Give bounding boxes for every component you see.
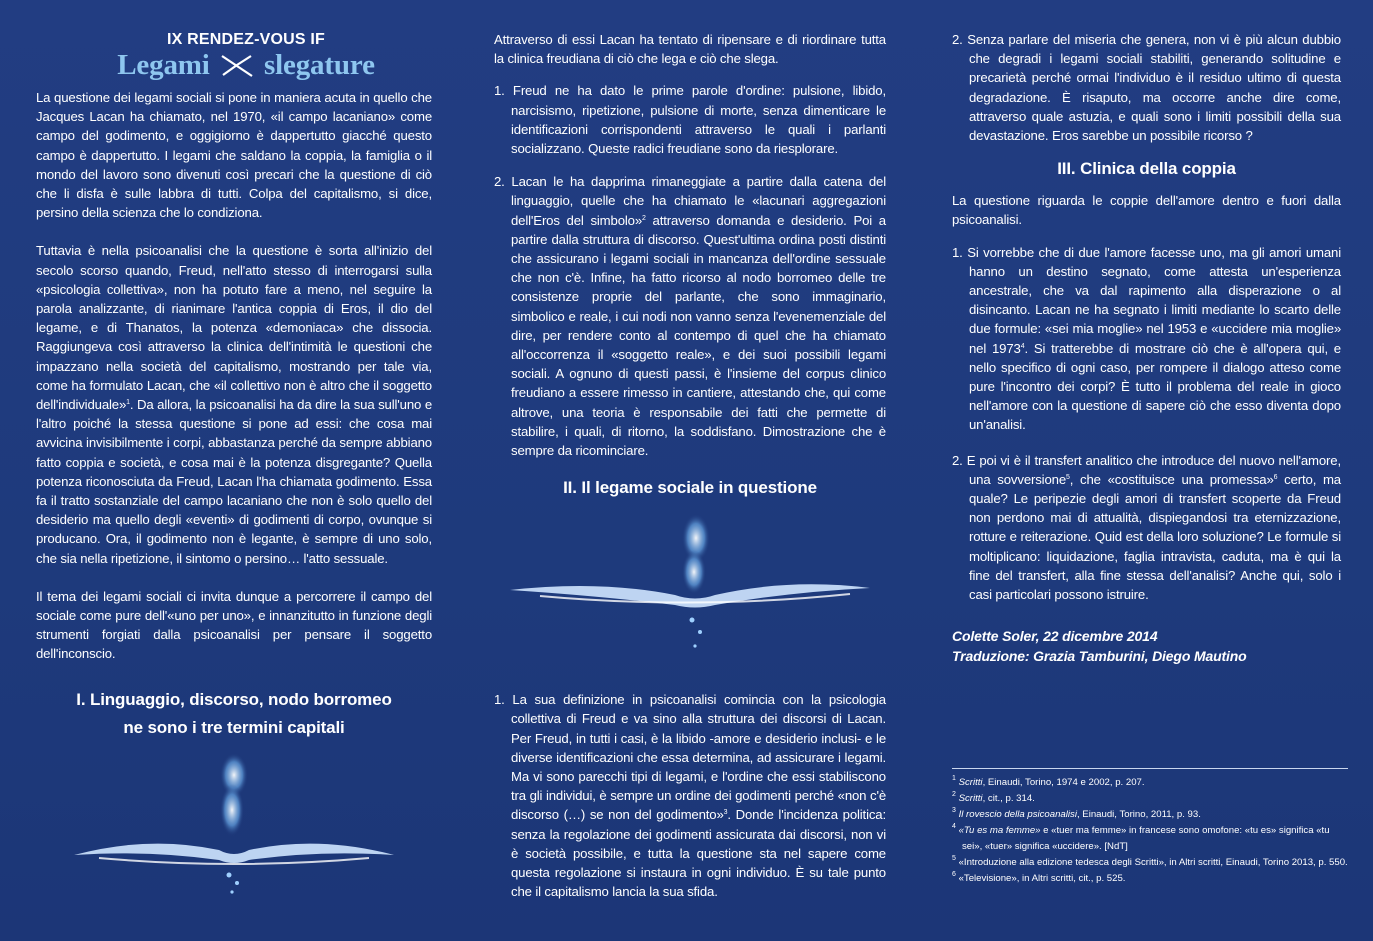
footnote-title: «Tu es ma femme»: [958, 825, 1041, 836]
footnote-ref-1: 1: [126, 399, 130, 407]
paragraph-freud: [36, 241, 432, 567]
footnote-ref-2: 2: [642, 214, 646, 222]
paragraph-freud-a: Tuttavia è nella psicoanalisi che la questione è sorta all'inizio del secolo scorso quando, Freud, nell'atto stesso di interrogarsi sulla «psicologia collettiva», non ha potuto fare a meno, nel seguire la parola analizzante, di rianimare l'antica coppia di Eros, il dio del legame, e di Thanatos, la potenza «demoniaca» che dissocia. Raggiungeva così attraverso la clinica dell'intimità le questioni che impazzano nella società del capitalismo, mostrando per tale via, come ha formulato Lacan, che «il collettivo non è altro che il soggetto dell'individuale»: [36, 243, 432, 413]
section-heading-3: III. Clinica della coppia: [1057, 159, 1236, 179]
column-2: [494, 30, 886, 916]
footnote-number: 5: [952, 855, 956, 862]
footnote-number: 2: [952, 791, 956, 798]
footnote-number: 1: [952, 775, 956, 782]
title-left: Legami: [117, 49, 210, 81]
column-3: [952, 30, 1341, 666]
footnote-5: [952, 855, 1348, 871]
title-right: slegature: [263, 49, 375, 81]
paragraph-freud-b: . Da allora, la psicoanalisi ha da dire la sua sull'uno e l'altro poiché la stessa questione si pone ad essi: che cosa mai avvicina invisibilmente i corpi, abbastanza perché da sempre abbiano fatto coppia e società, e cosa mai è la potenza disgregante? Quella potenza riconosciuta da Freud, Lacan l'ha chiamata godimento. Essa fa il tratto sostanziale del campo lacaniano che non è solo quello del desiderio ma quello degli «eventi» di godimenti di corpo, ovunque si producano. Ora, il godimento non è legante, è sempre di uno solo, che sia nella ripetizione, il sintomo o persino… l'atto sessuale.: [36, 397, 432, 566]
footnote-title: Scritti: [958, 777, 983, 788]
list-item-transfert-c: certo, ma quale? Le peripezie degli amori di transfert scoperte da Freud non perdono mai di attualità, dispiegandosi tra eternizzazione, rotture e reiterazione. Quid est della loro soluzione? Le formule si moltiplicano: liquidazione, faglia intravista, caduta, ma è qui la fine del transfert, alla fine stessa dell'analisi? Anche qui, solo i casi particolari possono istruire.: [969, 471, 1341, 603]
section-heading-2: II. Il legame sociale in questione: [563, 478, 817, 498]
list-item-love: [952, 243, 1341, 435]
footnote-6: [952, 871, 1348, 887]
footnote-text: «Televisione», in Altri scritti, cit., p. 525.: [958, 873, 1126, 884]
column-1: [36, 30, 432, 900]
footnote-title: Scritti: [958, 793, 983, 804]
section-heading-1: [36, 686, 432, 742]
footnote-ref-4: 4: [1020, 342, 1025, 350]
footnote-title: Il rovescio della psicoanalisi: [958, 809, 1077, 820]
signature: [952, 626, 1341, 666]
list-item-love-b: . Si tratterebbe di mostrare ciò che è all'opera qui, e nello specifico di ogni caso, per rompere il dialogo atteso come pure l'incontro dei corpi? È tutto il problema del reale in gioco nell'amore con la questione di sapere ciò che esso diventa dopo un'analisi.: [969, 340, 1341, 433]
footnote-4: [952, 823, 1348, 855]
footnote-ref-3: 3: [723, 809, 728, 817]
footnote-text: , cit., p. 314.: [982, 793, 1035, 804]
page-title: [76, 50, 416, 80]
footnote-text: e «tuer ma femme» in francese sono omofone: «tu es» significa «tu sei», «tuer» significa «uccidere». [NdT]: [962, 825, 1330, 852]
list-item-lacan: [494, 172, 886, 460]
footnotes: [952, 768, 1348, 887]
list-item-definition-a: 1. La sua definizione in psicoanalisi comincia con la psicologia collettiva di Freud e va sino alla struttura dei discorsi di Lacan. Per Freud, in tutti i casi, è la libido -amore e desiderio inclusi- e le diverse identificazioni che essa determina, ad assicurare i legami. Ma vi sono parecchi tipi di legami, e l'ordine che essi stabiliscono tra gli individui, è sempre un ordine dei godimenti perché «non c'è discorso (…) se non del godimento»: [494, 692, 886, 823]
water-splash-image: [500, 510, 880, 670]
footnote-text: «Introduzione alla edizione tedesca degli Scritti», in Altri scritti, Einaudi, Torino 2013, p. 550.: [958, 857, 1348, 868]
list-item-love-a: 1. Si vorrebbe che di due l'amore facesse uno, ma gli amori umani hanno un destino segnato, come attesta un'esperienza ancestrale, che va dal rapimento alla disperazione o al disincanto. Lacan ne ha segnato i limiti mediante lo scarto delle due formule: «sei mia moglie» nel 1953 e «uccidere mia moglie» nel 1973: [952, 244, 1341, 356]
footnote-number: 3: [952, 807, 956, 814]
section-heading-1-line2: ne sono i tre termini capitali: [123, 717, 345, 737]
footnote-ref-6: 6: [1273, 473, 1278, 481]
event-kicker: IX RENDEZ-VOUS IF: [166, 31, 326, 48]
paragraph-intro-col3: La questione riguarda le coppie dell'amore dentro e fuori dalla psicoanalisi.: [952, 193, 1341, 228]
footnote-number: 4: [952, 823, 956, 830]
signature-author: Colette Soler, 22 dicembre 2014: [952, 628, 1158, 645]
footnote-2: [952, 791, 1348, 807]
footnote-3: [952, 807, 1348, 823]
cross-mark-icon: [219, 52, 255, 78]
footnote-text: , Einaudi, Torino, 2011, p. 93.: [1076, 809, 1201, 820]
footnote-number: 6: [952, 871, 956, 878]
list-item-capitalism: 2. Senza parlare del miseria che genera, non vi è più alcun dubbio che degradi i legami sociali stabiliti, generando solitudine e precarietà perché ormai l'individuo è il residuo ultimo di questa degradazione. È risaputo, ma occorre anche dire come, attraverso quale astuzia, e quali sono i limiti possibili della sua devastazione. Eros sarebbe un possibile ricorso ?: [952, 32, 1341, 144]
list-item-transfert-a: 2. E poi vi è il transfert analitico che introduce del nuovo nell'amore, una sovversione: [952, 452, 1341, 487]
footnote-ref-5: 5: [1066, 473, 1070, 481]
list-item-transfert-b: , che «costituisce una promessa»: [1069, 471, 1274, 487]
list-item-lacan-a: 2. Lacan le ha dapprima rimaneggiate a partire dalla catena del linguaggio, quelle che ha chiamato le «lacunari aggregazioni dell'Eros del simbolo»: [494, 174, 886, 228]
footnote-1: [952, 775, 1348, 791]
list-item-freud: 1. Freud ne ha dato le prime parole d'ordine: pulsione, libido, narcisismo, ripetizione, pulsione di morte, senza dimenticare le identificazioni corrispondenti attraverso le quali i parlanti socializzano. Queste radici freudiane sono da riesplorare.: [494, 83, 886, 157]
water-splash-image: [69, 750, 399, 900]
footnote-text: , Einaudi, Torino, 1974 e 2002, p. 207.: [982, 777, 1145, 788]
paragraph-intro: La questione dei legami sociali si pone in maniera acuta in quello che Jacques Lacan ha chiamato, nel 1970, «il campo lacaniano» come campo del godimento, e oggigiorno è dappertutto giacché questo campo è dappertutto. I legami che saldano la coppia, la famiglia o il mondo del lavoro sono divenuti così precari che la questione di ciò che li disfa è sulle labbra di tutti. Colpa del capitalismo, si dice, persino della scienza che lo condiziona.: [36, 90, 432, 221]
list-item-definition: [494, 690, 886, 901]
list-item-definition-b: . Donde l'incidenza politica: senza la regolazione dei godimenti assicurata dai discorsi, non vi è società possibile, e tutta la questione sta nel sapere come questa regolazione si instaura in ogni individuo. È su tale punto che il capitalismo lancia la sua sfida.: [511, 807, 886, 900]
paragraph-theme: Il tema dei legami sociali ci invita dunque a percorrere il campo del sociale come pure dell'«uno per uno», e innanzitutto in funzione degli strumenti forgiati dalla psicoanalisi per pensare il soggetto dell'inconscio.: [36, 588, 432, 662]
signature-translators: Traduzione: Grazia Tamburini, Diego Mautino: [952, 648, 1247, 665]
paragraph-intro-col2: Attraverso di essi Lacan ha tentato di ripensare e di riordinare tutta la clinica freudiana di ciò che lega e ciò che slega.: [494, 32, 886, 67]
list-item-transfert: [952, 451, 1341, 605]
section-heading-1-line1: I. Linguaggio, discorso, nodo borromeo: [76, 689, 392, 709]
list-item-lacan-b: attraverso domanda e desiderio. Poi a partire dalla struttura di discorso. Quest'ultima ordina posti distinti che assicurano i legami sociali in mancanza dell'ordine sessuale che non c'è. Infine, ha fatto ricorso al nodo borromeo delle tre consistenze proprie del parlante, che sono immaginario, simbolico e reale, i cui nodi non vanno senza l'evenemenziale del dire, per rendere conto al contempo di quel che ha chiamato all'occorrenza il «soggetto reale», e dei suoi possibili legami sociali. A ognuno di questi passi, è l'insieme del corpus clinico freudiano a essere rimesso in cantiere, attestando che, qui come altrove, una teoria è responsabile dei fatti che permette di stabilire, i quali, di ritorno, la soddisfano. Dimostrazione che è sempre da ricominciare.: [511, 212, 886, 459]
